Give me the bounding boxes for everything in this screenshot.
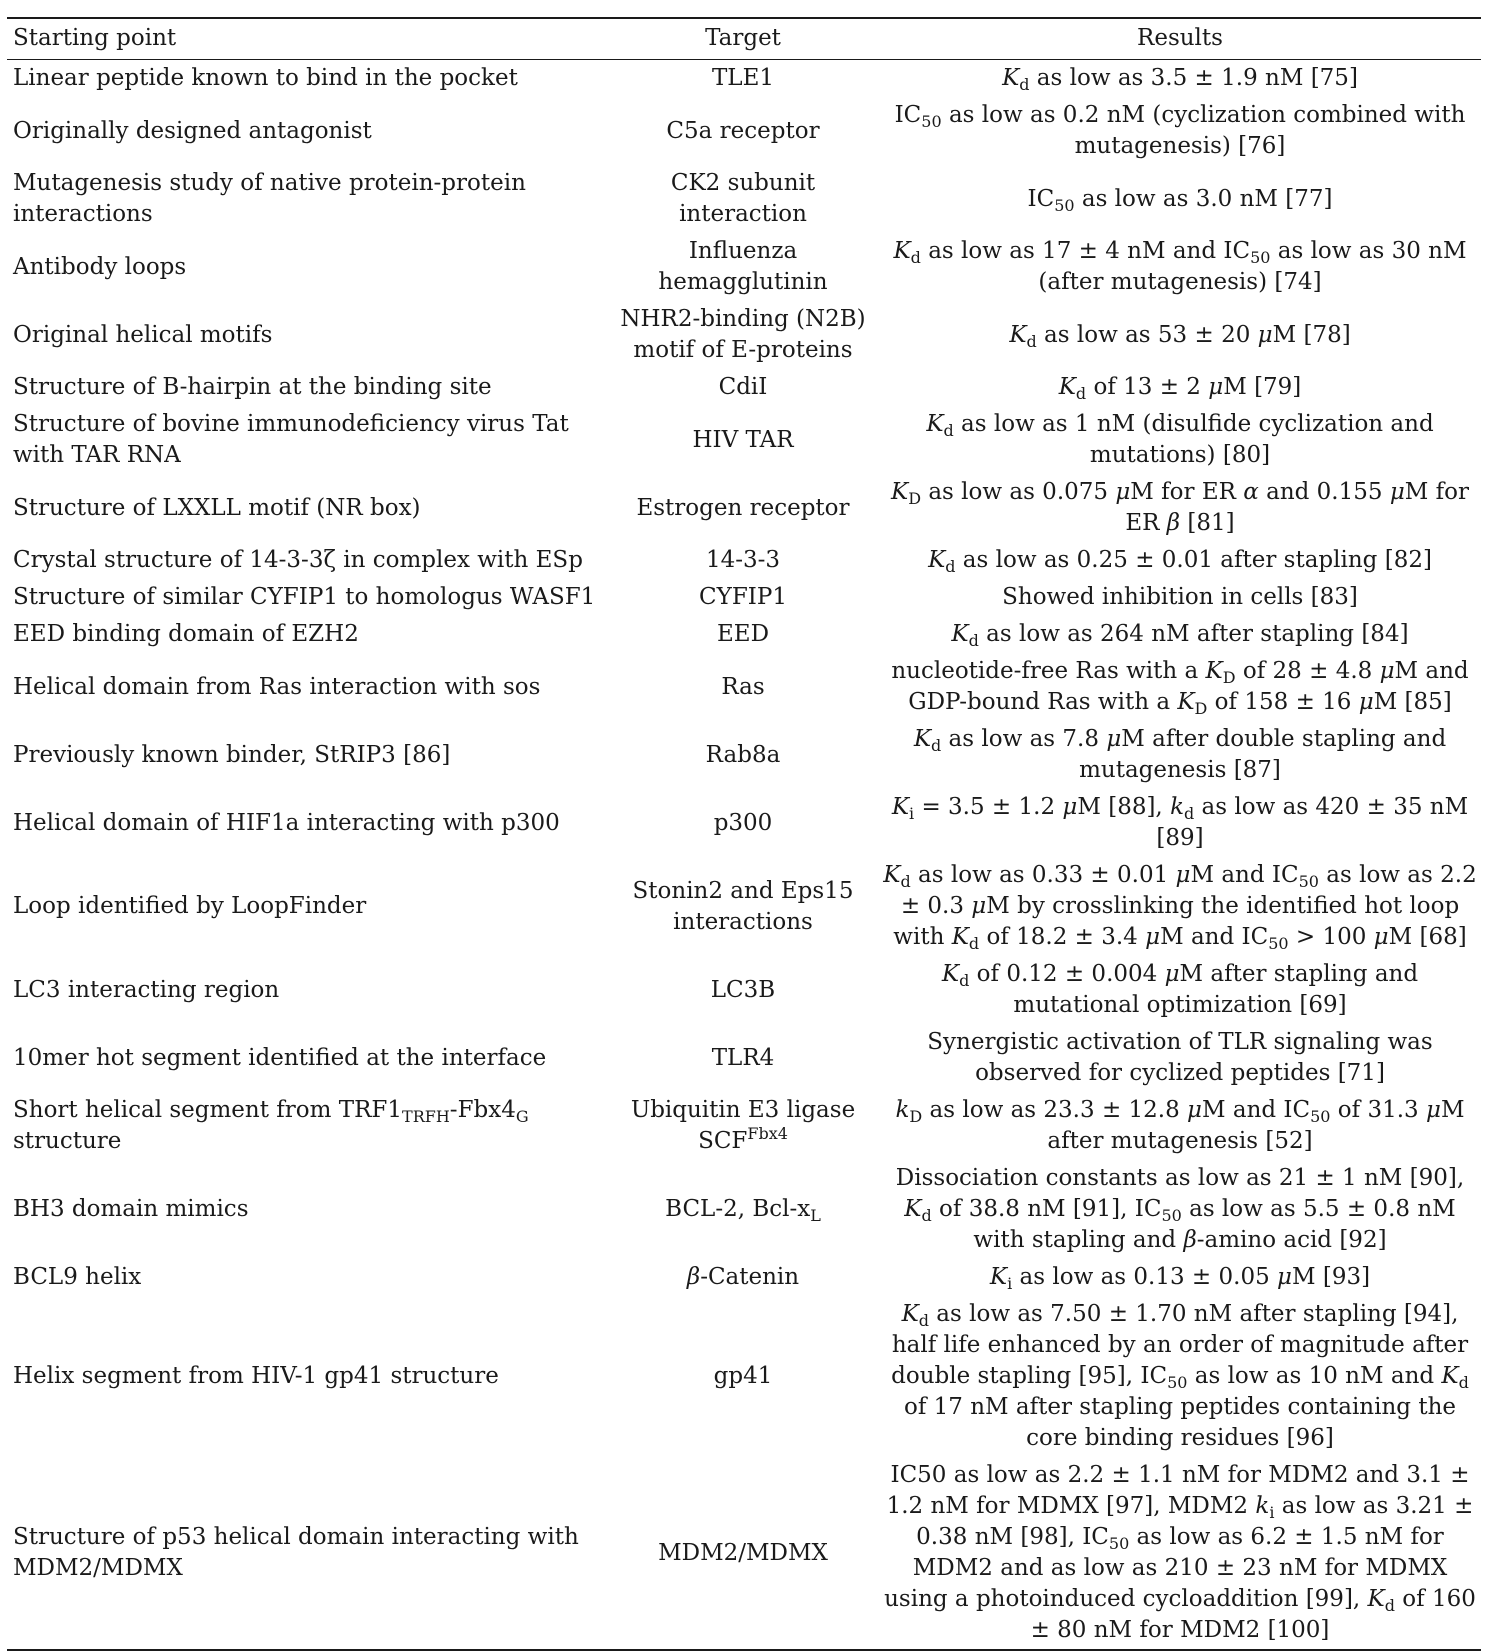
results-fragment: μ [1257,321,1273,348]
results-fragment: M and IC [1160,924,1269,950]
target-fragment: BCL-2, Bcl-x [665,1196,811,1222]
results-fragment: d [1026,331,1037,351]
results-fragment: Showed inhibition in cells [83] [1002,584,1358,610]
results-fragment: μ [1187,1097,1202,1123]
results-fragment: as low as 0.25 ± 0.01 after stapling [82] [955,547,1432,573]
results-fragment: as low as 5.5 ± 0.8 nM with stapling and [973,1196,1456,1253]
starting-point-cell: Structure of B-hairpin at the binding site [13,374,492,400]
target-cell [607,1259,879,1296]
results-fragment: β [1183,1227,1197,1253]
target-cell: Stonin2 and Eps15 interactions [632,877,854,935]
results-fragment: > 100 [1288,924,1374,950]
results-cell [879,789,1481,857]
results-fragment: 50 [1268,934,1289,953]
table-row [7,789,1481,857]
results-fragment: K [893,238,911,264]
results-fragment: M [85] [1373,689,1452,715]
results-fragment: 50 [1161,1206,1182,1225]
results-fragment: M by crosslinking the identified hot loop with [893,893,1460,950]
results-fragment: d [1458,1373,1469,1392]
starting-point-cell [7,1092,607,1160]
target-cell: gp41 [713,1363,773,1389]
results-fragment: μ [1389,479,1405,505]
results-fragment: 50 [1108,1534,1130,1553]
results-fragment: as low as 7.8 [941,726,1107,752]
results-cell [879,165,1481,233]
table-row [7,857,1481,956]
target-cell: Influenza hemagglutinin [658,238,828,295]
results-fragment: as low as 17 ± 4 nM and IC [920,238,1251,264]
results-cell [879,60,1481,98]
table-row [7,653,1481,721]
table-row [7,406,1481,474]
target-cell: C5a receptor [666,117,820,144]
results-fragment: K [1177,689,1195,715]
results-fragment: 50 [1250,248,1271,267]
results-fragment: as low as 264 nM after stapling [84] [978,621,1409,647]
table-row [7,1160,1481,1259]
results-fragment: K [883,862,901,888]
results-fragment: of 38.8 nM [91], IC [931,1196,1162,1222]
table-row [7,1457,1481,1650]
results-fragment: K [989,1264,1008,1290]
results-fragment: k [1255,1493,1270,1519]
results-fragment: d [968,631,979,650]
target-fragment: L [810,1206,821,1225]
results-fragment: Synergistic activation of TLR signaling was observed for cyclized peptides [71] [927,1029,1433,1086]
starting-point-fragment: -Fbx4 [449,1097,516,1123]
target-cell: Estrogen receptor [636,494,850,521]
results-fragment: d [1184,804,1195,823]
results-fragment: 50 [1054,195,1075,215]
results-cell [879,97,1481,165]
results-fragment: d [968,934,980,953]
target-cell: Ras [721,673,765,700]
results-fragment: M and GDP-bound Ras with a [908,658,1469,715]
results-fragment: of 158 ± 16 [1207,689,1359,715]
table-row [7,165,1481,233]
starting-point-cell: LC3 interacting region [13,976,280,1003]
results-fragment: μ [1145,924,1161,950]
starting-point-cell: Helical domain of HIF1a interacting with p300 [13,809,560,836]
starting-point-cell: Helical domain from Ras interaction with sos [13,673,541,700]
starting-point-fragment: TRFH [402,1107,450,1126]
results-fragment: μ [1062,794,1078,820]
results-fragment: K [1441,1363,1459,1389]
results-fragment: as low as 0.075 [921,479,1116,505]
starting-point-cell: BCL9 helix [13,1264,142,1290]
target-cell: NHR2-binding (N2B) motif of E-proteins [620,306,866,363]
results-fragment: K [951,621,969,647]
results-fragment: nucleotide-free Ras with a [891,658,1206,684]
starting-point-cell: Antibody loops [13,253,187,280]
target-cell: CdiI [718,374,768,400]
results-fragment: -amino acid [92] [1196,1227,1387,1253]
results-fragment: d [910,248,921,267]
target-fragment: Ubiquitin E3 ligase SCF [630,1097,856,1154]
starting-point-cell: Structure of p53 helical domain interacting with MDM2/MDMX [13,1524,579,1581]
results-fragment: K [913,726,931,752]
results-fragment: M for ER [1130,479,1244,505]
results-fragment: M and IC [1202,1097,1311,1123]
results-fragment: IC [1027,185,1055,212]
results-fragment: i [1007,1274,1013,1293]
results-fragment: K [891,479,909,505]
table-row [7,1296,1481,1457]
table-row [7,60,1481,98]
results-fragment: as low as 30 nM (after mutagenesis) [74] [1038,238,1467,295]
starting-point-cell: Linear peptide known to bind in the pocket [13,65,518,91]
header-starting-point: Starting point [7,18,607,60]
target-fragment: β [686,1264,701,1290]
results-fragment: of 28 ± 4.8 [1235,658,1380,684]
results-cell [879,1457,1481,1650]
results-cell [879,1259,1481,1296]
starting-point-cell: Originally designed antagonist [13,117,372,144]
results-fragment: 50 [1298,872,1319,891]
results-table [7,17,1481,1651]
target-cell [607,1092,879,1160]
results-fragment: K [926,411,944,437]
results-cell [879,301,1481,369]
results-fragment: d [959,971,970,990]
results-fragment: IC [894,102,922,128]
table-row [7,1092,1481,1160]
results-fragment: Dissociation constants as low as 21 ± 1 nM [90], [895,1165,1465,1191]
results-cell [879,653,1481,721]
starting-point-cell: EED binding domain of EZH2 [13,621,359,647]
results-fragment: and 0.155 [1258,479,1390,505]
results-fragment: of 17 nM after stapling peptides containing the core binding residues [96] [904,1394,1456,1451]
starting-point-cell: BH3 domain mimics [13,1196,249,1222]
target-cell: CYFIP1 [699,584,787,610]
results-fragment: K [1002,65,1020,91]
target-cell: 14-3-3 [705,547,781,573]
results-fragment: of 0.12 ± 0.004 [969,961,1165,987]
results-fragment: 50 [1167,1373,1188,1392]
results-fragment: μ [1106,726,1122,752]
results-fragment: d [921,1206,932,1225]
target-cell: HIV TAR [692,426,794,453]
target-cell: LC3B [710,976,776,1003]
results-fragment: of 31.3 [1330,1097,1426,1123]
table-row [7,97,1481,165]
results-fragment: M for ER [1125,479,1469,536]
results-fragment: D [1222,668,1236,687]
results-fragment: α [1243,479,1259,505]
results-fragment: as low as 0.2 nM (cyclization combined with mutagenesis) [76] [941,102,1466,159]
results-cell [879,369,1481,406]
results-fragment: 50 [1310,1107,1331,1126]
table-row [7,233,1481,301]
starting-point-fragment: G [515,1107,529,1126]
results-fragment: K [1009,321,1027,348]
results-fragment: μ [1115,479,1131,505]
starting-point-cell: Crystal structure of 14-3-3ζ in complex with ESp [13,547,583,573]
header-results: Results [879,18,1481,60]
starting-point-cell: Helix segment from HIV-1 gp41 structure [13,1363,499,1389]
results-fragment: K [1058,374,1076,400]
results-fragment: μ [1175,862,1191,888]
results-fragment: i [909,804,915,823]
starting-point-cell: Structure of similar CYFIP1 to homologus WASF1 [13,584,596,610]
results-fragment: μ [1208,374,1224,400]
target-cell: p300 [713,809,773,836]
target-fragment: Fbx4 [747,1124,788,1143]
results-cell [879,616,1481,653]
table-row [7,474,1481,542]
target-fragment: -Catenin [700,1264,800,1290]
results-fragment: μ [1277,1264,1292,1290]
results-fragment: k [895,1097,910,1123]
target-cell: EED [716,621,770,647]
results-fragment: d [931,736,942,755]
results-fragment: d [1384,1596,1395,1615]
results-fragment: = 3.5 ± 1.2 [914,794,1063,820]
results-fragment: M and IC [1190,862,1299,888]
results-fragment: IC50 as low as 2.2 ± 1.1 nM for MDM2 and 3.1 ± 1.2 nM for MDMX [97], MDM2 [886,1462,1470,1519]
results-fragment: M [79] [1223,374,1302,400]
results-fragment: of 13 ± 2 [1086,374,1209,400]
results-fragment: K [941,961,960,987]
results-fragment: as low as 0.13 ± 0.05 [1012,1264,1278,1290]
results-cell [879,1092,1481,1160]
results-fragment: as low as 7.50 ± 1.70 nM after stapling [94], half life enhanced by an order of magnitude after double stapling [95], IC [891,1301,1469,1389]
results-fragment: of 18.2 ± 3.4 [979,924,1146,950]
starting-point-fragment: Short helical segment from TRF1 [13,1097,403,1123]
results-fragment: K [891,794,910,820]
results-fragment: D [1194,699,1208,718]
results-cell [879,406,1481,474]
results-fragment: K [904,1196,922,1222]
target-cell [607,1160,879,1259]
target-cell: CK2 subunit interaction [670,170,816,227]
results-fragment: K [1205,658,1223,684]
results-fragment: 50 [921,112,942,131]
results-fragment: μ [1373,924,1389,950]
results-fragment: as low as 10 nM and [1187,1363,1442,1389]
results-fragment: d [900,872,911,891]
table-row [7,369,1481,406]
starting-point-fragment: structure [13,1128,122,1154]
starting-point-cell: Original helical motifs [13,321,273,348]
results-cell [879,579,1481,616]
table-header [7,18,1481,60]
results-fragment: M [93] [1291,1264,1371,1290]
results-fragment: of 160 ± 80 nM for MDM2 [100] [1030,1586,1476,1643]
results-cell [879,956,1481,1024]
results-fragment: β [1166,510,1181,536]
results-cell [879,474,1481,542]
results-fragment: as low as 6.2 ± 1.5 nM for MDM2 and as low as 210 ± 23 nM for MDMX using a photoinduced cycloaddition [99], [884,1524,1448,1612]
results-fragment: as low as 420 ± 35 nM [89] [1156,794,1469,851]
results-fragment: M [78] [1272,321,1351,348]
results-fragment: μ [1425,1097,1441,1123]
results-fragment: i [1269,1503,1275,1522]
results-fragment: [81] [1180,510,1235,536]
table-row [7,301,1481,369]
target-cell: MDM2/MDMX [658,1539,828,1566]
results-fragment: d [918,1311,929,1330]
results-fragment: μ [1358,689,1374,715]
results-fragment: as low as 0.33 ± 0.01 [910,862,1176,888]
results-fragment: D [909,1107,923,1126]
results-fragment: K [901,1301,919,1327]
table-row [7,721,1481,789]
results-cell [879,542,1481,579]
starting-point-cell: Structure of bovine immunodeficiency virus Tat with TAR RNA [13,411,569,468]
results-cell [879,857,1481,956]
results-fragment: as low as 3.5 ± 1.9 nM [75] [1029,65,1358,91]
results-cell [879,721,1481,789]
results-fragment: M after double stapling and mutagenesis [87] [1079,726,1447,783]
table-row [7,1024,1481,1092]
results-fragment: as low as 2.2 ± 0.3 [900,862,1477,919]
results-fragment: as low as 3.21 ± 0.38 nM [98], IC [916,1493,1474,1550]
table-row [7,616,1481,653]
results-fragment: M [68] [1388,924,1467,950]
results-fragment: d [943,421,954,440]
results-fragment: μ [1379,658,1395,684]
starting-point-cell: Mutagenesis study of native protein-protein interactions [13,170,526,227]
results-fragment: K [1367,1586,1385,1612]
results-fragment: d [1019,75,1030,94]
results-fragment: M after stapling and mutational optimization [69] [1013,961,1419,1018]
starting-point-cell: Loop identified by LoopFinder [13,893,367,919]
results-fragment: K [951,924,969,950]
table-row [7,542,1481,579]
results-fragment: d [945,557,956,576]
target-cell: TLR4 [711,1044,775,1071]
results-fragment: K [928,547,946,573]
results-fragment: μ [1164,961,1180,987]
table-row [7,579,1481,616]
starting-point-cell: 10mer hot segment identified at the interface [13,1044,547,1071]
starting-point-cell: Structure of LXXLL motif (NR box) [13,494,421,521]
results-cell [879,1160,1481,1259]
starting-point-cell: Previously known binder, StRIP3 [86] [13,741,451,768]
results-fragment: k [1170,794,1184,820]
table-row [7,956,1481,1024]
results-cell [879,233,1481,301]
target-cell: TLE1 [711,65,775,91]
results-fragment: M [88], [1077,794,1171,820]
results-fragment: μ [971,893,987,919]
table-body [7,60,1481,1651]
target-cell: Rab8a [705,741,781,768]
table-row [7,1259,1481,1296]
results-fragment: as low as 3.0 nM [77] [1074,185,1333,212]
results-cell [879,1296,1481,1457]
results-cell [879,1024,1481,1092]
header-target: Target [607,18,879,60]
results-fragment: as low as 53 ± 20 [1036,321,1258,348]
results-fragment: as low as 23.3 ± 12.8 [922,1097,1188,1123]
results-fragment: M after mutagenesis [52] [1047,1097,1465,1154]
results-fragment: D [908,489,922,508]
results-fragment: d [1075,384,1087,403]
results-fragment: as low as 1 nM (disulfide cyclization and mutations) [80] [953,411,1434,468]
